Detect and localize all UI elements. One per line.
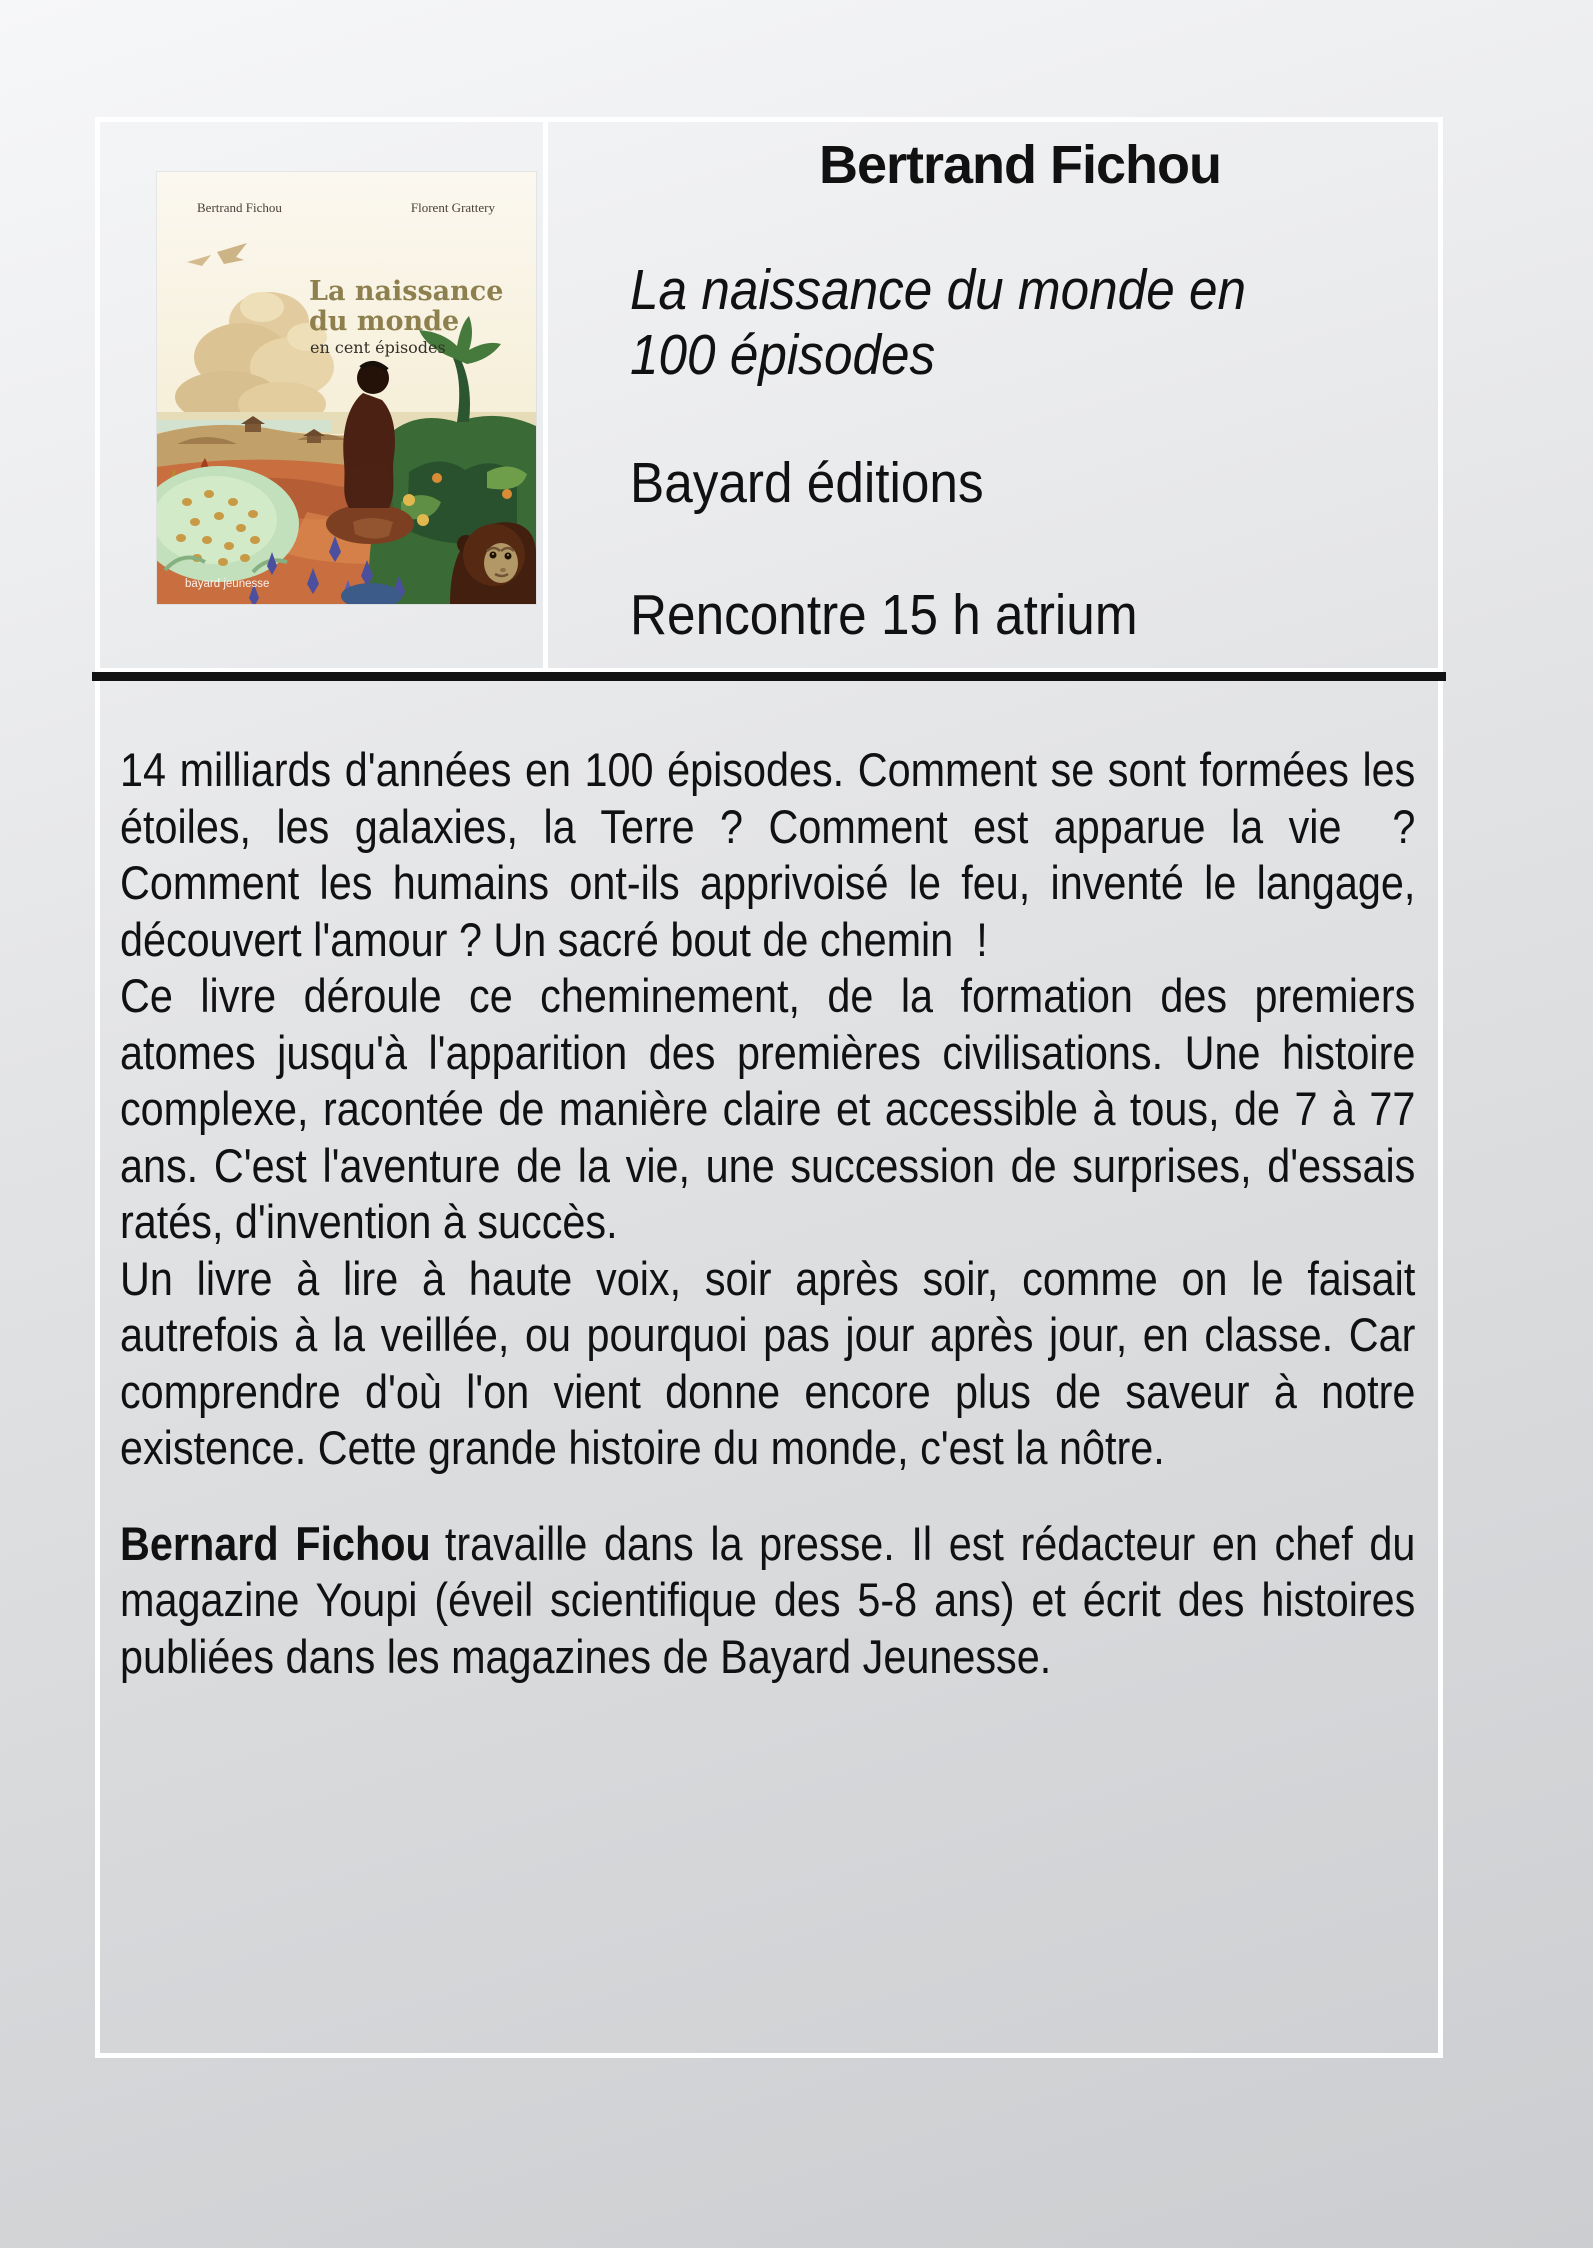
publisher: Bayard éditions bbox=[630, 451, 984, 515]
description-text bbox=[120, 742, 1415, 1685]
cover-title-line1: La naissance bbox=[309, 276, 504, 307]
book-title-line1: La naissance du monde en bbox=[630, 258, 1247, 322]
author-bio-name: Bernard Fichou bbox=[120, 1516, 431, 1570]
cover-subtitle: en cent épisodes bbox=[310, 338, 446, 357]
book-cover-illustration bbox=[157, 172, 536, 604]
author-bio-text: travaille dans la presse. Il est rédacteur en chef du magazine Youpi (éveil scientifique des 5-8 ans) et écrit des histoires publiées dans les magazines de Bayard Jeunesse. bbox=[120, 1516, 1416, 1683]
cover-publisher-logo: bayard jeunesse bbox=[185, 578, 270, 590]
paragraph: 14 milliards d'années en 100 épisodes. Comment se sont formées les étoiles, les galaxies, la Terre ? Comment est apparue la vie ? Comment les humains ont-ils apprivoisé le feu, inventé le langage, découvert l'amour ? Un sacré bout de chemin ! bbox=[120, 743, 1416, 966]
meeting-info: Rencontre 15 h atrium bbox=[630, 583, 1138, 647]
paragraph: Un livre à lire à haute voix, soir après soir, comme on le faisait autrefois à la veillée, ou pourquoi pas jour après jour, en classe. Car comprendre d'où l'on vient donne encore plus de saveur à notre existence. Cette grande histoire du monde, c'est la nôtre. bbox=[120, 1251, 1416, 1474]
paragraph: Ce livre déroule ce cheminement, de la formation des premiers atomes jusqu'à l'apparition des premières civilisations. Une histoire complexe, racontée de manière claire et accessible à tous, de 7 à 77 ans. C'est l'aventure de la vie, une succession de surprises, d'essais ratés, d'invention à succès. bbox=[120, 969, 1416, 1248]
cover-author: Bertrand Fichou bbox=[197, 200, 282, 215]
cover-illustrator: Florent Grattery bbox=[410, 200, 495, 215]
book-title-line2: 100 épisodes bbox=[630, 323, 936, 387]
separator-rule bbox=[92, 672, 1446, 681]
page-title: Bertrand Fichou bbox=[818, 135, 1222, 195]
book-title bbox=[630, 258, 1410, 388]
cover-title-line2: du monde bbox=[309, 306, 460, 337]
author-bio bbox=[120, 1516, 1415, 1686]
header-cell-divider bbox=[543, 117, 548, 673]
